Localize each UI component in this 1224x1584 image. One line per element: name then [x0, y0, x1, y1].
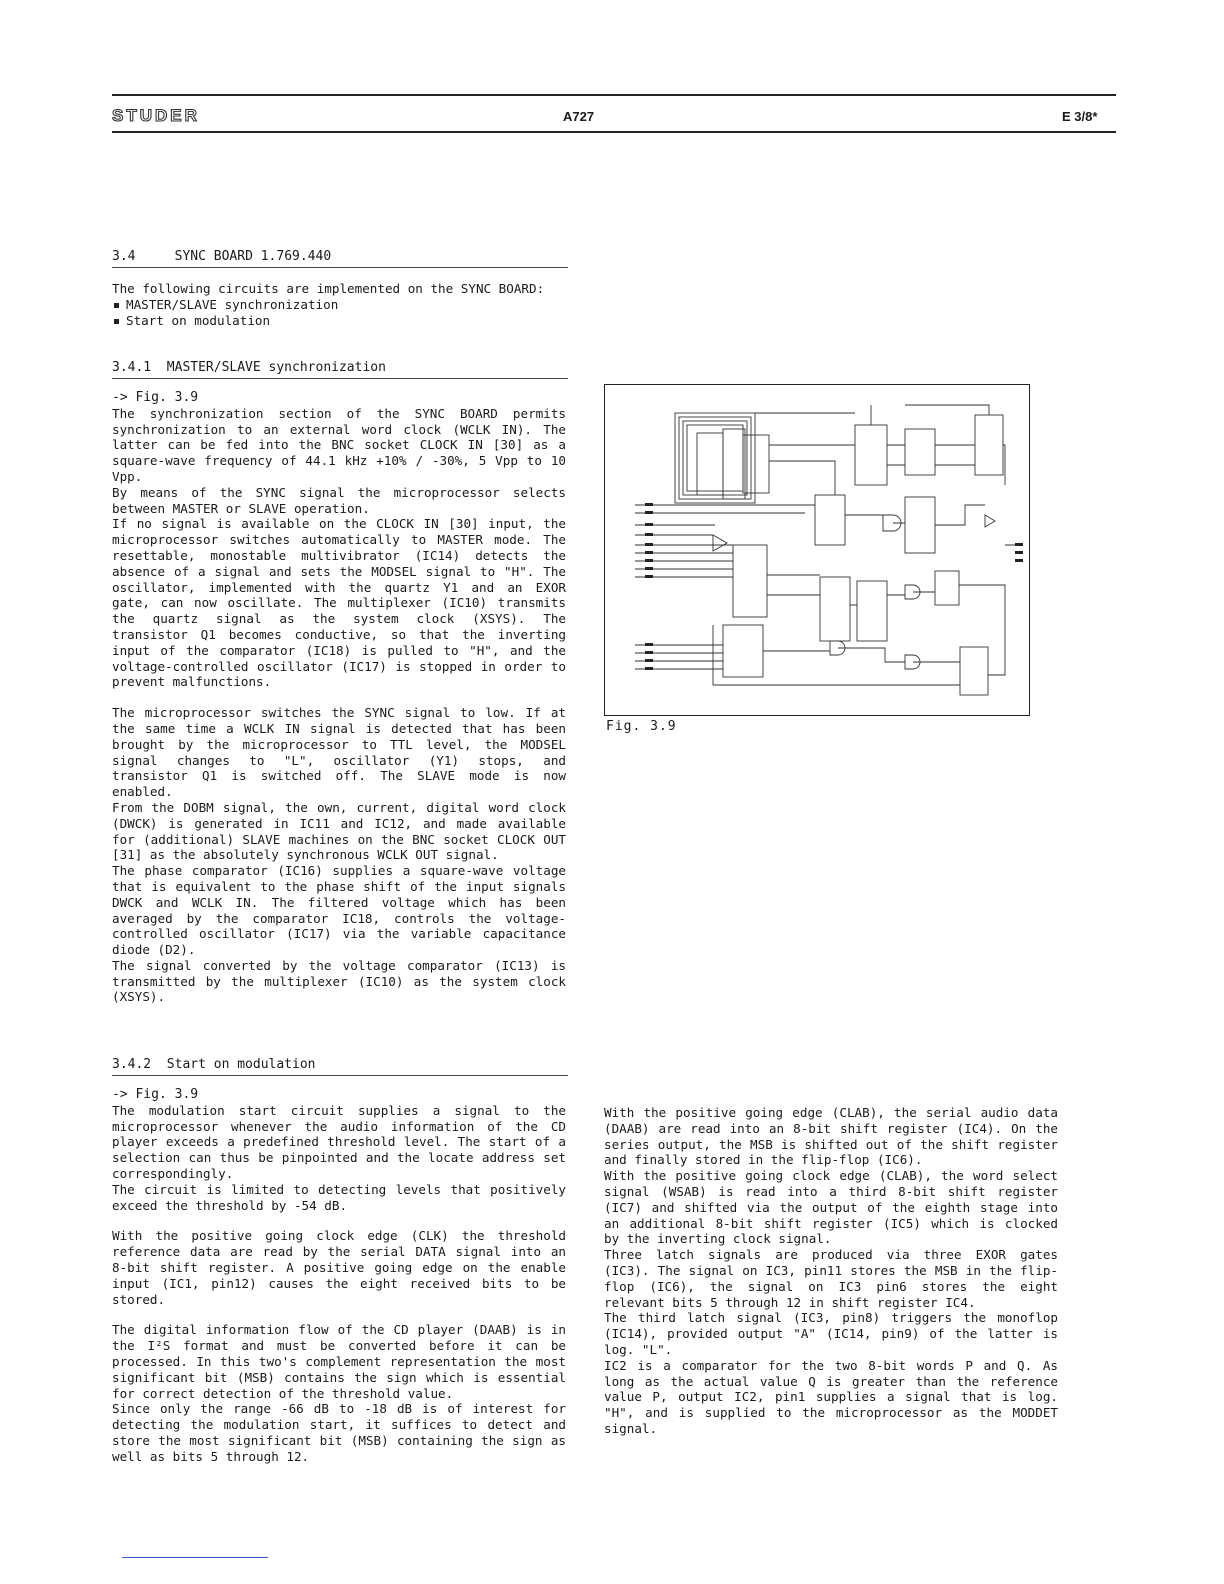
- paragraph: The modulation start circuit supplies a signal to the microprocessor whenever the audio information of the CD player exceeds a predefined threshold level. The start of a selection can thus be pinpointed and the locate address set correspondingly.: [112, 1102, 566, 1181]
- paragraph: IC2 is a comparator for the two 8-bit words P and Q. As long as the actual value Q is greater than the reference value P, output IC2, pin1 supplies a signal that is log. "H", and is supplied to the microprocessor as the MODDET signal.: [604, 1357, 1058, 1436]
- paragraph: By means of the SYNC signal the microprocessor selects between MASTER or SLAVE operation.: [112, 484, 566, 516]
- studer-logo: STUDER: [112, 106, 200, 125]
- page-number: E 3/8*: [1062, 109, 1098, 124]
- circuit-schematic: [605, 385, 1029, 715]
- subsection-heading-start-on-modulation: 3.4.2 Start on modulation: [112, 1057, 568, 1076]
- paragraph: With the positive going clock edge (CLAB), the word select signal (WSAB) is read into a third 8-bit shift register (IC7) and shifted via the output of the eighth stage into an additional 8-bit shift register (IC5) which is clocked by the inverting clock signal.: [604, 1168, 1058, 1247]
- right-column-body: [604, 1105, 1058, 1437]
- paragraph: The digital information flow of the CD player (DAAB) is in the I²S format and must be converted before it can be processed. In this two's complement representation the most significant bit (MSB) contains the sign which is essential for correct detection of the threshold value.: [112, 1322, 566, 1401]
- figure-caption: Fig. 3.9: [606, 719, 677, 734]
- master-slave-body: [112, 390, 566, 1005]
- bullet-item: MASTER/SLAVE synchronization: [112, 297, 566, 313]
- paragraph: Three latch signals are produced via three EXOR gates (IC3). The signal on IC3, pin11 stores the MSB in the flip-flop (IC6), the signal on IC3 pin6 stores the eight relevant bits 5 through 12 in shift register IC4.: [604, 1247, 1058, 1310]
- paragraph: With the positive going edge (CLAB), the serial audio data (DAAB) are read into an 8-bit shift register (IC4). On the series output, the MSB is shifted out of the shift register and finally stored in the flip-flop (IC6).: [604, 1105, 1058, 1168]
- figure-reference: -> Fig. 3.9: [112, 1087, 199, 1102]
- paragraph: The synchronization section of the SYNC BOARD permits synchronization to an external word clock (WCLK IN). The latter can be fed into the BNC socket CLOCK IN [30] as a square-wave frequency of 44.1 kHz +10% / -30%, 5 Vpp to 10 Vpp.: [112, 405, 566, 484]
- paragraph: The microprocessor switches the SYNC signal to low. If at the same time a WCLK IN signal is detected that has been brought by the microprocessor to TTL level, the MODSEL signal changes to "L", oscillator (Y1) stops, and transistor Q1 is switched off. The SLAVE mode is now enabled.: [112, 705, 566, 800]
- header-bottom-rule: [112, 131, 1116, 133]
- paragraph: The third latch signal (IC3, pin8) triggers the monoflop (IC14), provided output "A" (IC14, pin9) of the latter is log. "L".: [604, 1310, 1058, 1357]
- bullet-item: Start on modulation: [112, 313, 566, 329]
- header-top-rule: [112, 94, 1116, 96]
- footer-rule: [122, 1557, 268, 1558]
- section-heading: [112, 249, 568, 268]
- paragraph: The phase comparator (IC16) supplies a square-wave voltage that is equivalent to the phase shift of the input signals DWCK and WCLK IN. The filtered voltage which has been averaged by the comparator IC18, controls the voltage-controlled oscillator (IC17) via the variable capacitance diode (D2).: [112, 863, 566, 958]
- paragraph: The signal converted by the voltage comparator (IC13) is transmitted by the multiplexer (IC10) as the system clock (XSYS).: [112, 957, 566, 1005]
- paragraph: If no signal is available on the CLOCK IN [30] input, the microprocessor switches automatically to MASTER mode. The resettable, monostable multivibrator (IC14) detects the absence of a signal and sets the MODSEL signal to "H". The oscillator, implemented with the quartz Y1 and an EXOR gate, can now oscillate. The multiplexer (IC10) transmits the quartz signal as the system clock (XSYS). The transistor Q1 becomes conductive, so that the inverting input of the comparator (IC18) is pulled to "H", and the voltage-controlled oscillator (IC17) is stopped in order to prevent malfunctions.: [112, 516, 566, 690]
- section-intro: The following circuits are implemented on the SYNC BOARD:: [112, 281, 545, 296]
- paragraph: Since only the range -66 dB to -18 dB is of interest for detecting the modulation start, it suffices to detect and store the most significant bit (MSB) containing the sign as well as bits 5 through 12.: [112, 1401, 566, 1464]
- subsection-heading-master-slave: 3.4.1 MASTER/SLAVE synchronization: [112, 360, 568, 379]
- paragraph: The circuit is limited to detecting levels that positively exceed the threshold by -54 dB.: [112, 1181, 566, 1213]
- paragraph: With the positive going clock edge (CLK) the threshold reference data are read by the serial DATA signal into an 8-bit shift register. A positive going edge on the enable input (IC1, pin12) causes the eight received bits to be stored.: [112, 1228, 566, 1307]
- start-modulation-body: [112, 1087, 566, 1465]
- figure-reference: -> Fig. 3.9: [112, 390, 199, 405]
- model-label: A727: [563, 109, 595, 124]
- paragraph: From the DOBM signal, the own, current, digital word clock (DWCK) is generated in IC11 and IC12, and made available for (additional) SLAVE machines on the BNC socket CLOCK OUT [31] as the absolutely synchronous WCLK OUT signal.: [112, 799, 566, 863]
- section-intro-block: [112, 281, 566, 328]
- schematic-figure: [604, 384, 1030, 716]
- section-number: 3.4: [112, 249, 136, 264]
- section-title: SYNC BOARD 1.769.440: [174, 249, 332, 264]
